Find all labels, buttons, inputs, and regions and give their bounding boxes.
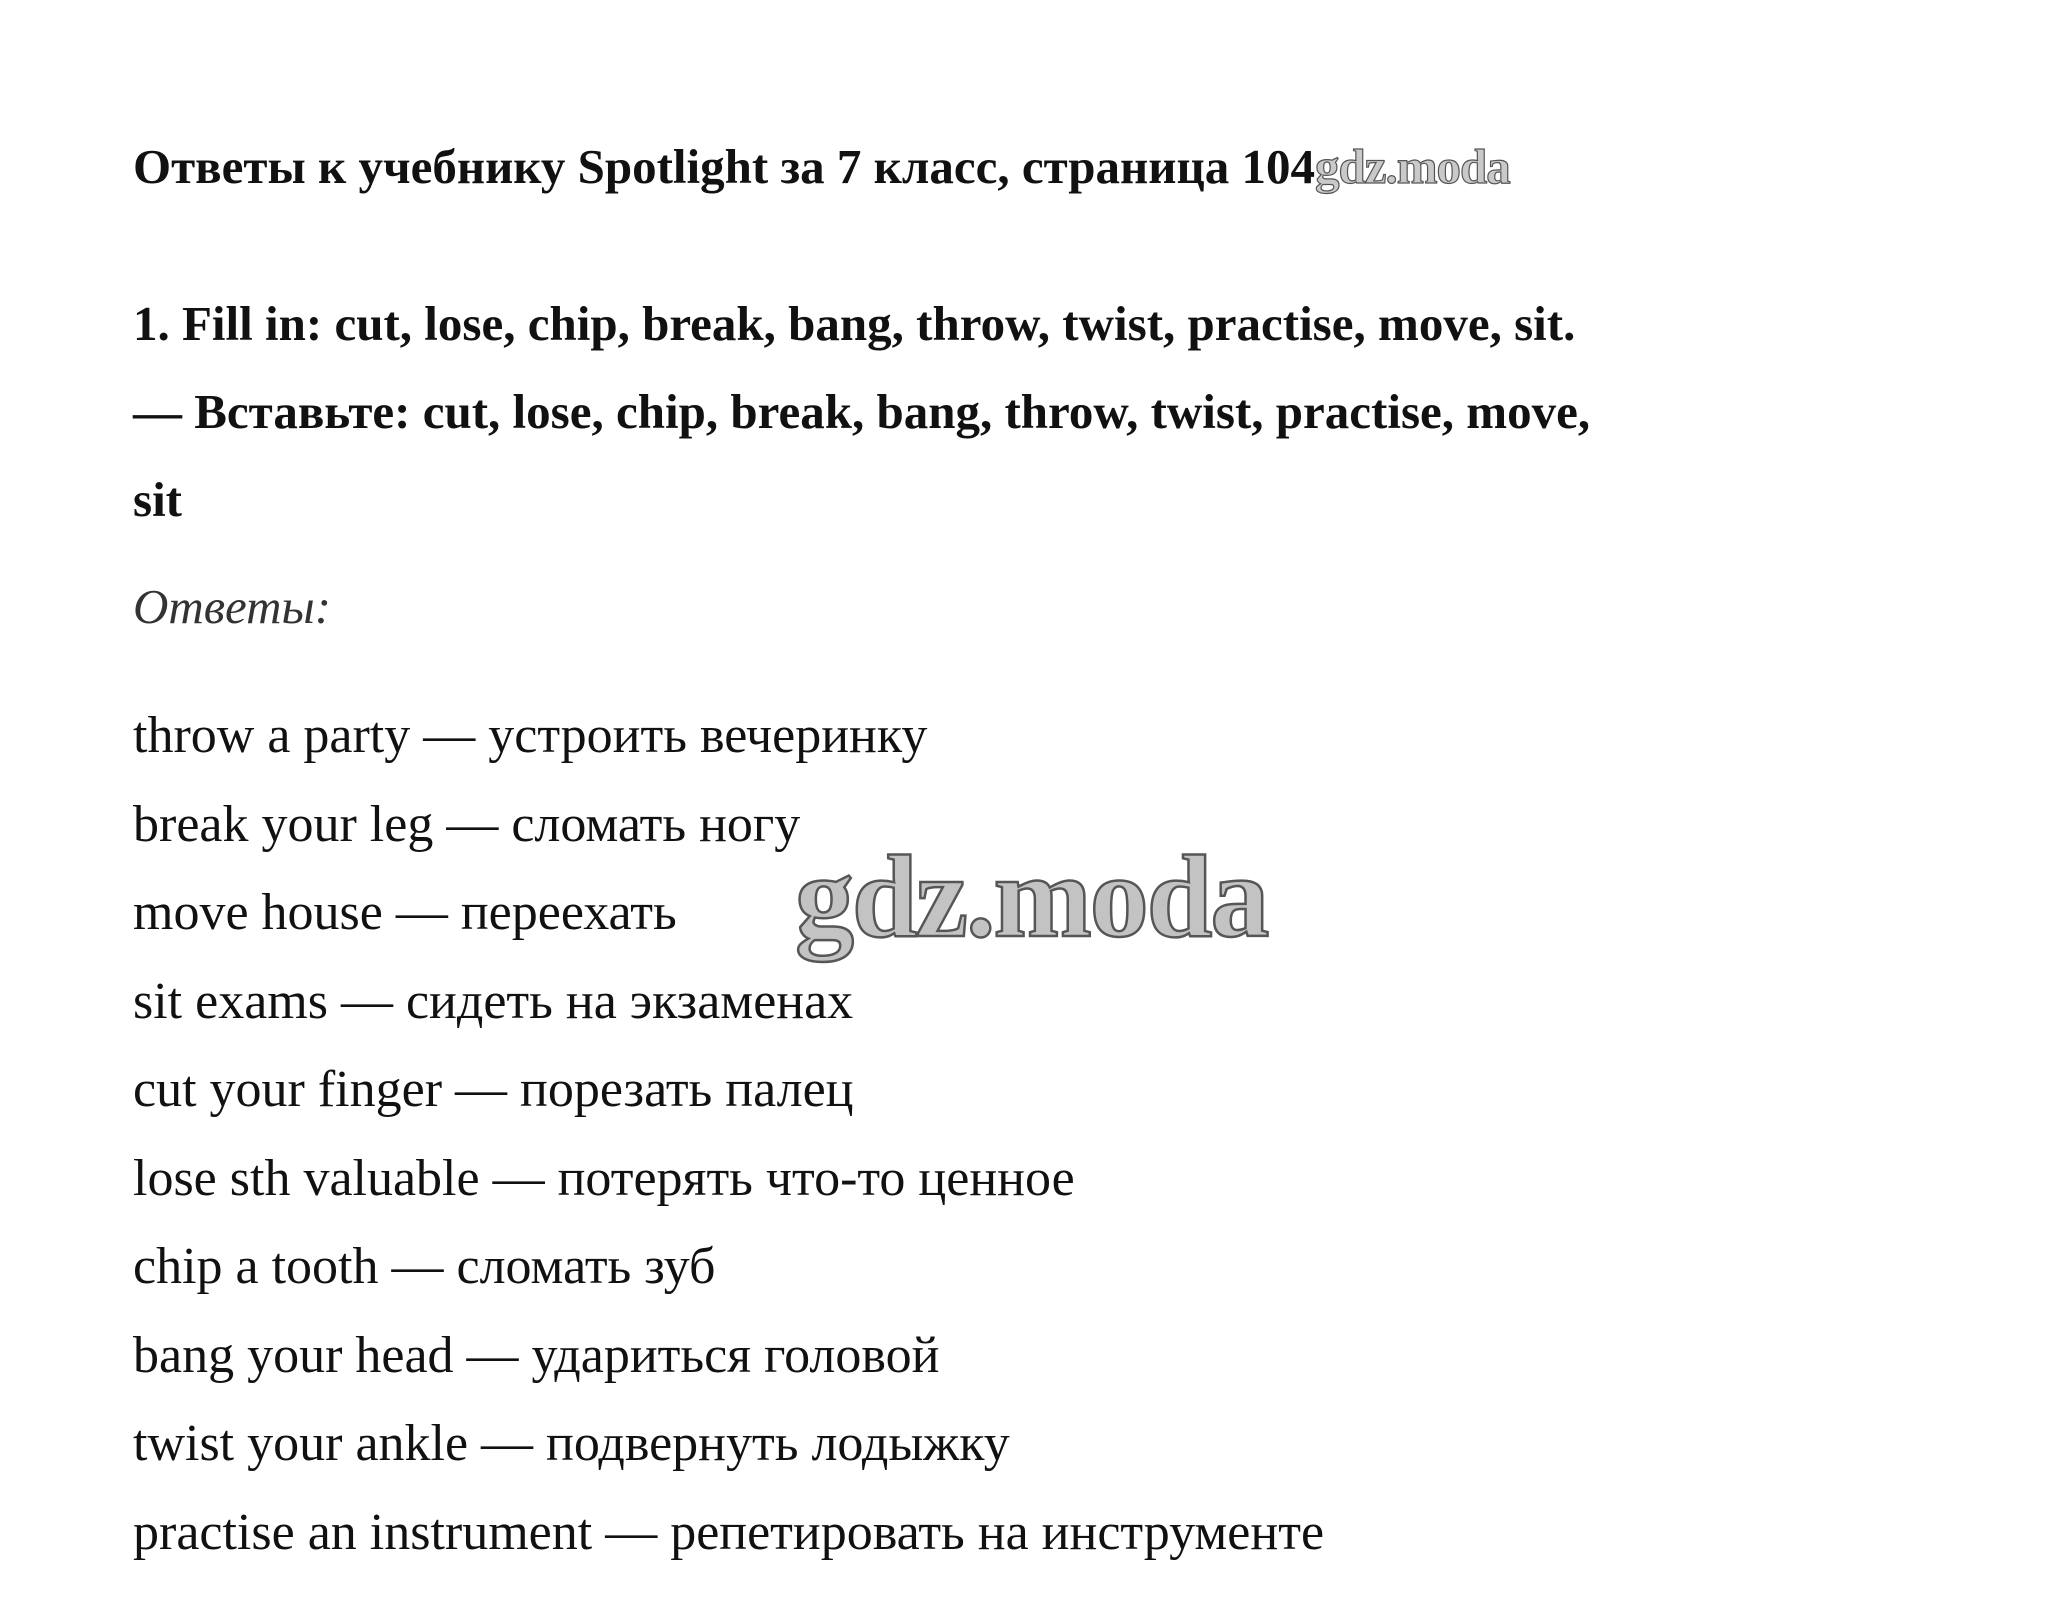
list-item: sit exams — сидеть на экзаменах — [133, 972, 854, 1030]
task-heading — [133, 280, 1933, 544]
list-item: twist your ankle — подвернуть лодыжку — [133, 1415, 1010, 1472]
list-item: lose sth valuable — потерять что-то ценное — [133, 1149, 1075, 1207]
list-item: break your leg — сломать ногу — [133, 795, 801, 853]
task-line-2: — Вставьте: cut, lose, chip, break, bang, throw, twist, practise, move, — [133, 384, 1591, 439]
answers-label: Ответы: — [133, 579, 332, 634]
page-title-text: Ответы к учебнику Spotlight за 7 класс, страница 104 — [133, 139, 1315, 194]
list-item: cut your finger — порезать палец — [133, 1061, 854, 1118]
task-line-1: 1. Fill in: cut, lose, chip, break, bang, throw, twist, practise, move, sit. — [133, 296, 1576, 351]
list-item: practise an instrument — репетировать на инструменте — [133, 1503, 1325, 1561]
watermark-logo: gdz.moda — [795, 831, 1268, 962]
task-line-3: sit — [133, 472, 182, 527]
title-watermark: gdz.moda — [1314, 139, 1510, 194]
list-item: throw a party — устроить вечеринку — [133, 707, 928, 764]
list-item: move house — переехать — [133, 884, 677, 941]
page-title — [133, 138, 1510, 197]
answers-list — [133, 692, 1324, 1577]
list-item: bang your head — удариться головой — [133, 1326, 940, 1384]
list-item: chip a tooth — сломать зуб — [133, 1238, 716, 1295]
